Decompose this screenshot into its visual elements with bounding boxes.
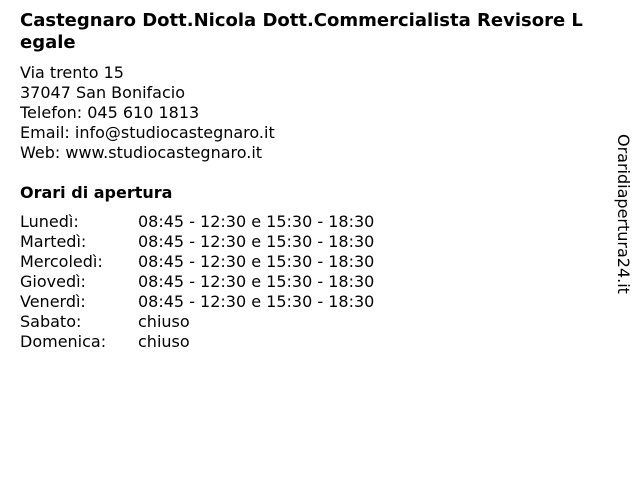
business-card	[20, 10, 600, 352]
site-watermark: Oraridiapertura24.it	[614, 134, 633, 294]
time-value: 08:45 - 12:30 e 15:30 - 18:30	[138, 232, 375, 251]
hours-row-monday	[20, 212, 600, 232]
phone-number: Telefon: 045 610 1813	[20, 103, 200, 122]
website: Web: www.studiocastegnaro.it	[20, 143, 263, 162]
time-value: 08:45 - 12:30 e 15:30 - 18:30	[138, 252, 375, 271]
time-value: chiuso	[138, 312, 190, 331]
day-label: Martedì:	[20, 232, 87, 251]
time-value: chiuso	[138, 332, 190, 351]
day-label: Lunedì:	[20, 212, 79, 231]
business-name: Castegnaro Dott.Nicola Dott.Commercialista Revisore Legale	[20, 10, 583, 53]
hours-row-thursday	[20, 272, 600, 292]
day-label: Giovedì:	[20, 272, 86, 291]
hours-heading: Orari di apertura	[20, 183, 173, 202]
time-value: 08:45 - 12:30 e 15:30 - 18:30	[138, 292, 375, 311]
hours-row-friday	[20, 292, 600, 312]
time-value: 08:45 - 12:30 e 15:30 - 18:30	[138, 272, 375, 291]
hours-row-saturday	[20, 312, 600, 332]
hours-row-tuesday	[20, 232, 600, 252]
city-postal: 37047 San Bonifacio	[20, 83, 185, 102]
email-address: Email: info@studiocastegnaro.it	[20, 123, 275, 142]
day-label: Sabato:	[20, 312, 82, 331]
day-label: Venerdì:	[20, 292, 86, 311]
street-address: Via trento 15	[20, 63, 124, 82]
opening-hours-table	[20, 212, 600, 352]
day-label: Domenica:	[20, 332, 107, 351]
time-value: 08:45 - 12:30 e 15:30 - 18:30	[138, 212, 375, 231]
hours-row-wednesday	[20, 252, 600, 272]
contact-info	[20, 63, 600, 163]
hours-row-sunday	[20, 332, 600, 352]
day-label: Mercoledì:	[20, 252, 103, 271]
